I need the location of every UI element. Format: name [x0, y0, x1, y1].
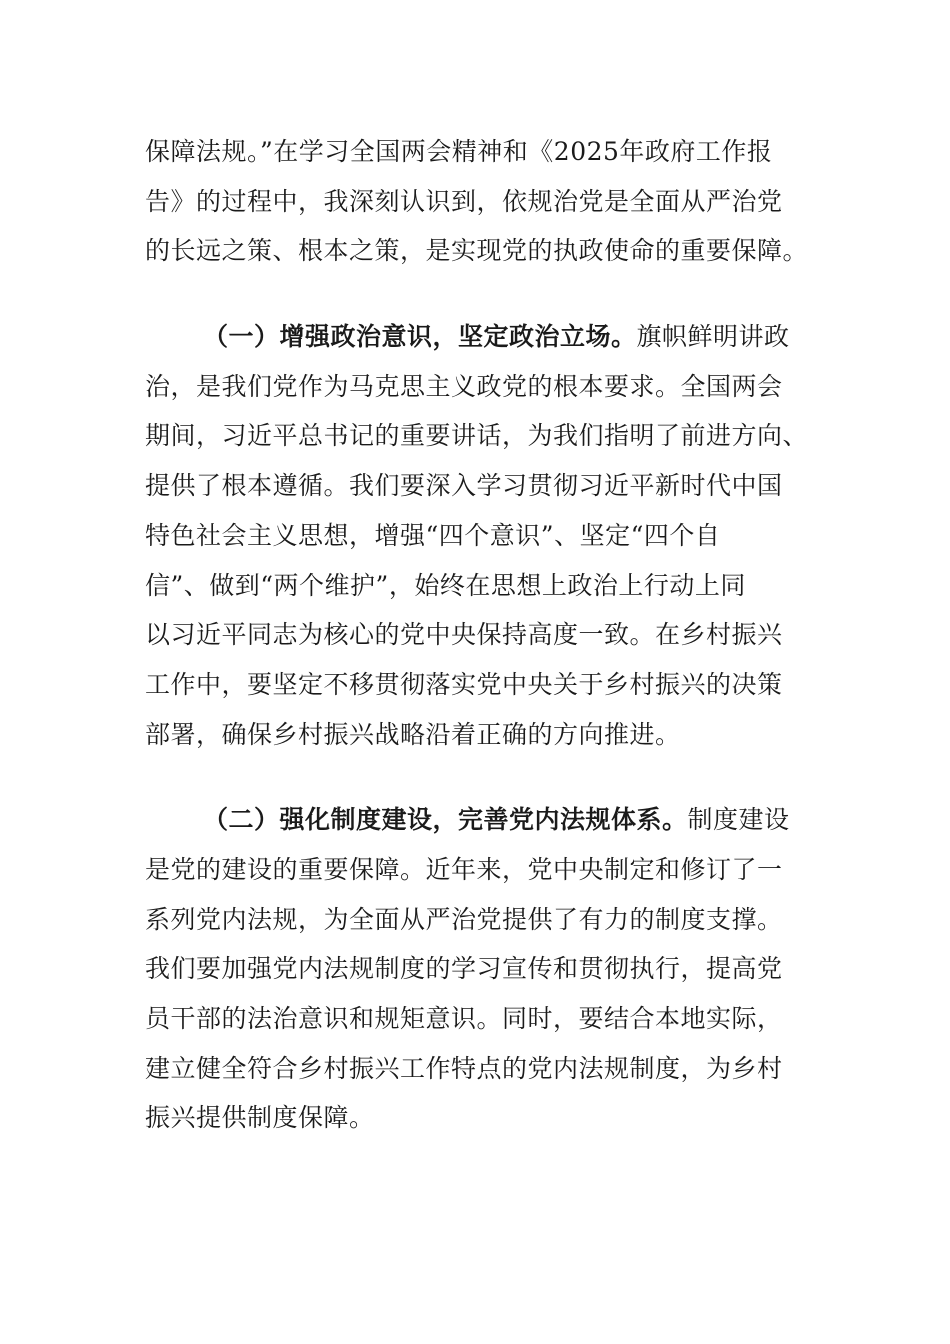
text-line-first [145, 795, 805, 845]
text-line-first [145, 312, 805, 362]
text-line: 以习近平同志为核心的党中央保持高度一致。在乡村振兴 [145, 620, 783, 650]
document-page [145, 127, 809, 1143]
text-line: 提供了根本遵循。我们要深入学习贯彻习近平新时代中国 [145, 471, 783, 501]
text-line: 信”、做到“两个维护”，始终在思想上政治上行动上同 [145, 570, 746, 600]
paragraph-intro [145, 127, 809, 276]
text-line: 是党的建设的重要保障。近年来，党中央制定和修订了一 [145, 854, 783, 884]
paragraph-gap [145, 759, 805, 795]
text-line: 振兴提供制度保障。 [145, 1103, 375, 1133]
text-line: 保障法规。”在学习全国两会精神和《2025年政府工作报 [145, 137, 773, 166]
text-line: 的长远之策、根本之策，是实现党的执政使命的重要保障。 [145, 236, 809, 266]
text-line: 建立健全符合乡村振兴工作特点的党内法规制度，为乡村 [145, 1053, 783, 1083]
text-line: 工作中，要坚定不移贯彻落实党中央关于乡村振兴的决策 [145, 669, 783, 699]
paragraph-section-2 [145, 795, 805, 1143]
paragraph-section-1 [145, 312, 809, 759]
text-line: 期间，习近平总书记的重要讲话，为我们指明了前进方向、 [145, 421, 809, 451]
text-line: 员干部的法治意识和规矩意识。同时，要结合本地实际， [145, 1004, 783, 1033]
paragraph-gap [145, 276, 805, 312]
section-heading-2: （二）强化制度建设，完善党内法规体系。 [203, 805, 688, 835]
text-line: 部署，确保乡村振兴战略沿着正确的方向推进。 [145, 719, 681, 749]
text-line: 特色社会主义思想，增强“四个意识”、坚定“四个自 [145, 520, 721, 550]
section-heading-1: （一）增强政治意识，坚定政治立场。 [203, 322, 637, 352]
text-line: 治，是我们党作为马克思主义政党的根本要求。全国两会 [145, 371, 783, 401]
text-line: 告》的过程中，我深刻认识到，依规治党是全面从严治党 [145, 186, 783, 216]
text-run: 旗帜鲜明讲政 [636, 322, 790, 352]
text-run: 制度建设 [687, 805, 790, 835]
text-line: 系列党内法规，为全面从严治党提供了有力的制度支撑。 [145, 904, 783, 934]
text-line: 我们要加强党内法规制度的学习宣传和贯彻执行，提高党 [145, 954, 783, 984]
